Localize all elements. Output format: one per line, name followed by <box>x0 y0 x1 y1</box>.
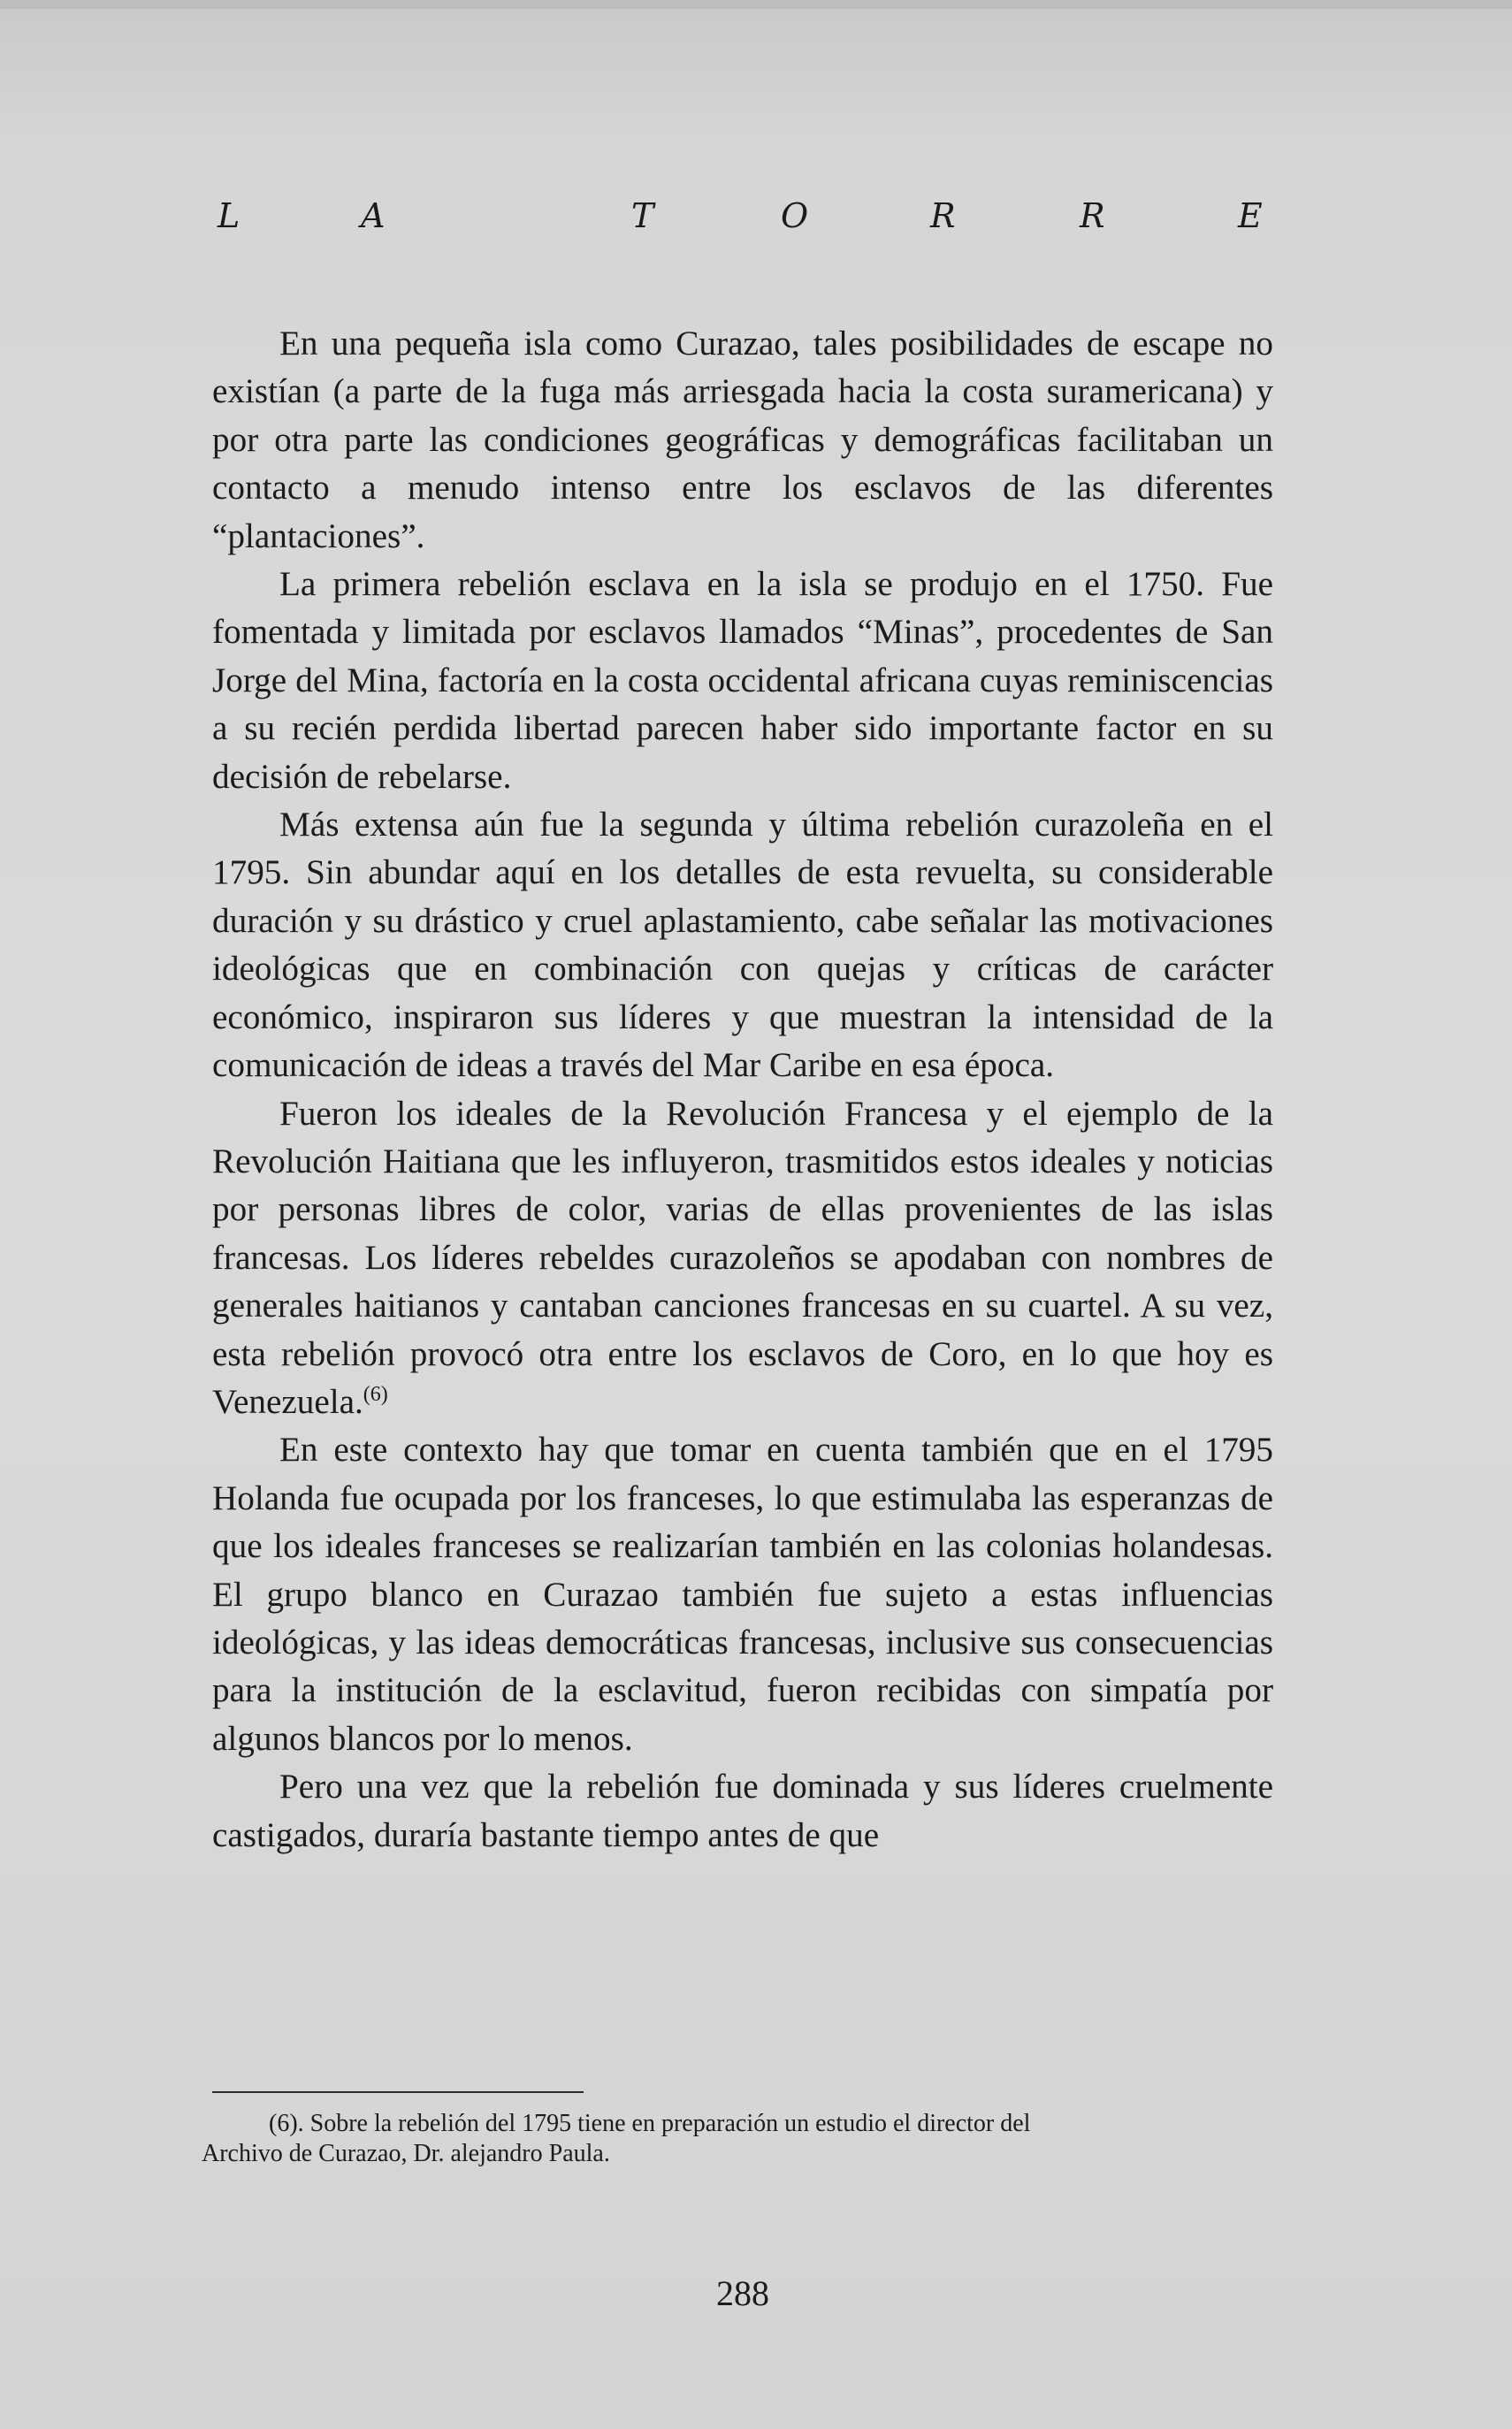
paragraph: En este contexto hay que tomar en cuenta también que en el 1795 Holanda fue ocupada por los franceses, lo que estimulaba las esperanzas de que los ideales franceses se realizarían también en las colonias holandesas. El grupo blanco en Curazao también fue sujeto a estas influencias ideológicas, y las ideas democráticas francesas, inclusive sus consecuencias para la institución de la esclavitud, fueron recibidas con simpatía por algunos blancos por lo menos. <box>212 1431 1273 1758</box>
main-text <box>212 320 1273 1860</box>
paragraph <box>212 1090 1273 1427</box>
paragraph-text: Fueron los ideales de la Revolución Francesa y el ejemplo de la Revolución Haitiana que les influyeron, trasmitidos estos ideales y noticias por personas libres de color, varias de ellas provenientes de las islas francesas. Los líderes rebeldes curazoleños se apodaban con nombres de generales haitianos y cantaban canciones francesas en su cuartel. A su vez, esta rebelión provocó otra entre los esclavos de Coro, en lo que hoy es Venezuela. <box>212 1094 1273 1421</box>
footnote-line: (6). Sobre la rebelión del 1795 tiene en preparación un estudio el director del <box>269 2110 1031 2137</box>
header-letter: T <box>631 196 654 235</box>
header-letter: R <box>1080 196 1105 235</box>
footnote <box>202 2109 1289 2169</box>
footnote-line: Archivo de Curazao, Dr. alejandro Paula. <box>202 2140 610 2167</box>
paragraph: Pero una vez que la rebelión fue dominada y sus líderes cruelmente castigados, duraría bastante tiempo antes de que <box>212 1768 1273 1854</box>
footnote-reference: (6) <box>363 1382 388 1406</box>
header-letter: R <box>930 196 956 235</box>
paragraph: Más extensa aún fue la segunda y última rebelión curazoleña en el 1795. Sin abundar aquí en los detalles de esta revuelta, su considerable duración y su drástico y cruel aplastamiento, cabe señalar las motivaciones ideológicas que en combinación con quejas y críticas de carácter económico, inspiraron sus líderes y que muestran la intensidad de la comunicación de ideas a través del Mar Caribe en esa época. <box>212 806 1273 1085</box>
page-top-edge <box>0 0 1512 9</box>
running-header <box>212 196 1273 249</box>
header-letter: A <box>361 196 386 235</box>
header-letter: O <box>781 196 809 235</box>
paragraph: En una pequeña isla como Curazao, tales posibilidades de escape no existían (a parte de la fuga más arriesgada hacia la costa suramericana) y por otra parte las condiciones geográficas y demográficas facilitaban un contacto a menudo intenso entre los esclavos de las diferentes “plantaciones”. <box>212 325 1273 555</box>
header-letter: L <box>218 196 241 235</box>
footnote-separator <box>212 2091 584 2093</box>
page-number: 288 <box>716 2273 769 2313</box>
paragraph: La primera rebelión esclava en la isla se produjo en el 1750. Fue fomentada y limitada por esclavos llamados “Minas”, procedentes de San Jorge del Mina, factoría en la costa occidental africana cuyas reminiscencias a su recién perdida libertad parecen haber sido importante factor en su decisión de rebelarse. <box>212 565 1273 796</box>
header-letter: E <box>1238 196 1263 235</box>
